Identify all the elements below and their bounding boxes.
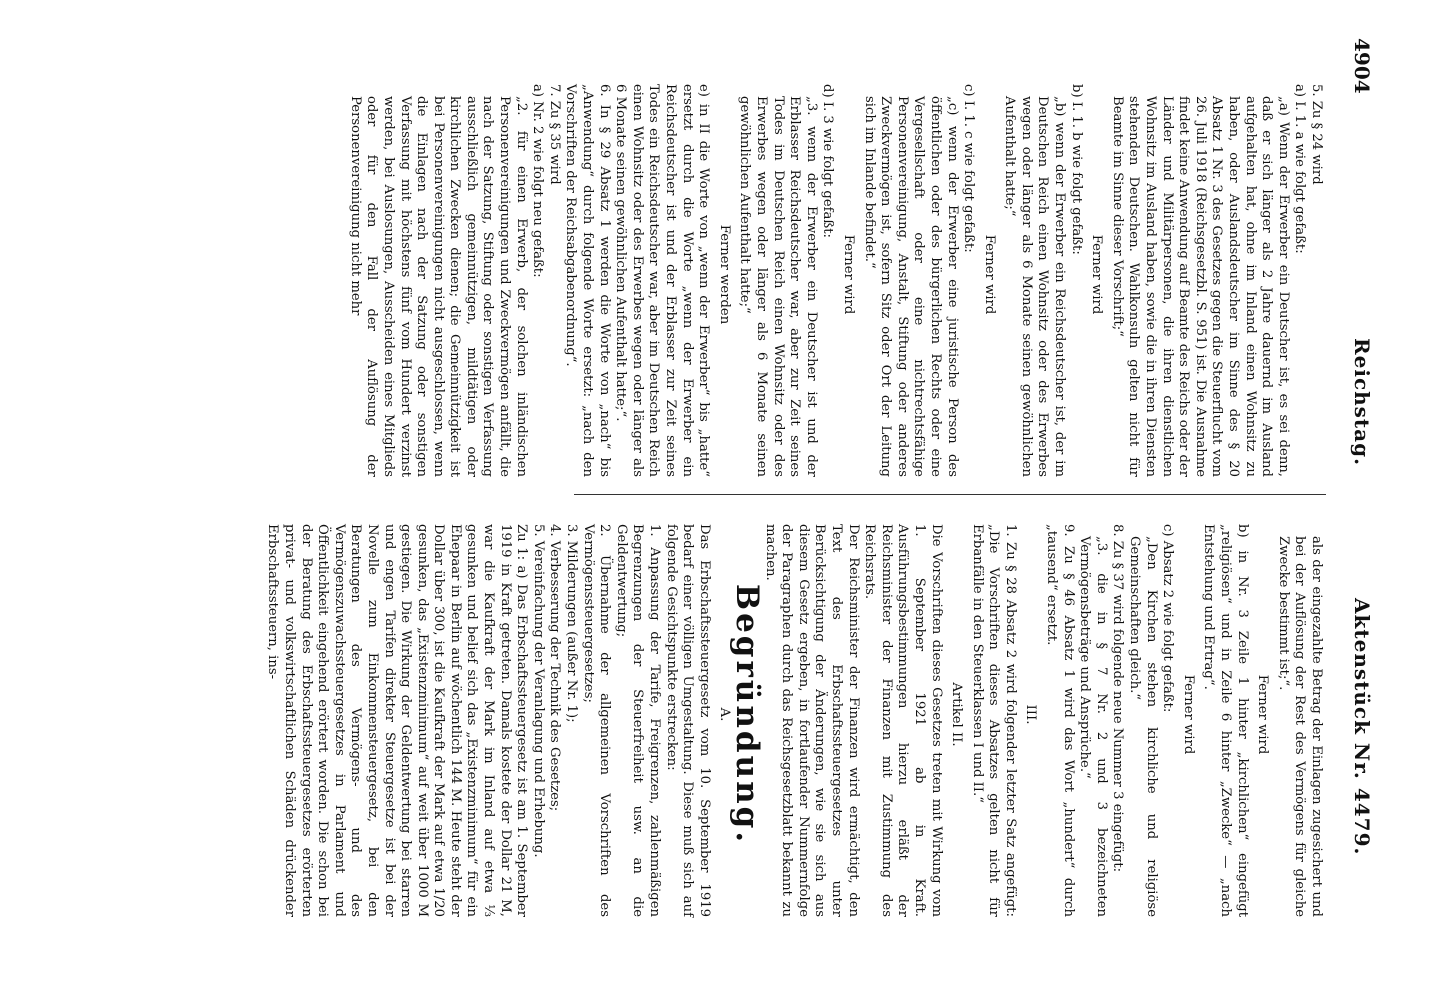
- paragraph: Der Reichsminister der Finanzen wird ermächtigt, den Text des Erbschaftssteuergesetzes unter Berücksichtigung der Änderungen, wie sie sich aus diesem Gesetz ergeben, in fortlaufender Nummernfolge der Paragraphen durch das Reichsgesetzblatt bekannt zu machen.: [762, 524, 861, 917]
- paragraph: „2. für einen Erwerb, der solchen inländischen Personenvereinigungen und Zweckvermögen anfällt, die nach der Satzung, Stiftung oder sonstigen Verfassung ausschließlich gemeinnützigen, mildtätigen oder kirchlichen Zwecken dienen; die Gemeinnützigkeit ist bei Personenvereinigungen nicht ausgeschlossen, wenn die Einlagen nach der Satzung oder sonstigen Verfassung mit höchstens fünf vom Hundert verzinst werden, bei Auslosungen, Ausscheiden eines Mitglieds oder für den Fall der Auflösung der Personenvereinigung nicht mehr: [347, 96, 529, 477]
- paragraph: Die Vorschriften dieses Gesetzes treten mit Wirkung vom 1. September 1921 ab in Kraft. Ausführungsbestimmungen hierzu erläßt der Reichsminister der Finanzen mit Zustimmung des Reichsrats.: [862, 524, 944, 917]
- paragraph: 2. Übernahme der allgemeinen Vorschriften des Vermögenssteuergesetzes;: [580, 524, 613, 917]
- section-heading: Ferner wird: [840, 234, 856, 315]
- header-title: Reichstag.: [1350, 338, 1374, 467]
- section-heading: A.: [717, 707, 733, 722]
- paragraph: 1. Anpassung der Tarife, Freigrenzen, zahlenmäßigen Begrenzungen der Steuerfreiheit usw. an die Geldentwertung;: [613, 524, 663, 917]
- left-column: [346, 72, 1324, 477]
- paragraph: „b) wenn der Erwerber ein Reichsdeutscher ist, der im Deutschen Reich einen Wohnsitz oder des Erwerbes wegen oder länger als 6 Monate seinen gewöhnlichen Aufenthalt hatte;“: [1002, 96, 1068, 477]
- paragraph: als der eingezahlte Betrag der Einlagen zugesichert und bei der Auflösung der Rest des Vermögens für gleiche Zwecke bestimmt ist;“.: [1275, 536, 1324, 917]
- paragraph: Das Erbschaftssteuergesetz vom 10. September 1919 bedarf einer völligen Umgestaltung. Diese muß sich auf folgende Gesichtspunkte erstrecken:: [663, 524, 712, 917]
- paragraph: 9. Zu § 46 Absatz 1 wird das Wort „hundert“ durch „tausend“ ersetzt.: [1044, 524, 1076, 917]
- page-number: 4904: [1350, 38, 1374, 94]
- paragraph: 6. In § 29 Absatz 1 werden die Worte von „nach“ bis „Anwendung“ durch folgende Worte ersetzt: „nach den Vorschriften der Reichsabgabenordnung“.: [563, 84, 612, 477]
- paragraph: „c) wenn der Erwerber eine juristische Person des öffentlichen oder des bürgerlichen Rechts oder eine Vergesellschaft oder eine nichtrechtsfähige Personenvereinigung, Anstalt, Stiftung oder anderes Zweckvermögen ist, sofern Sitz oder Ort der Leitung sich im Inlande befindet.“: [861, 96, 960, 477]
- paragraph: 3. Milderungen (außer Nr. 1);: [564, 524, 580, 723]
- paragraph: b) in Nr. 3 Zeile 1 hinter „kirchlichen“ eingefügt „religiösen“ und in Zeile 6 hinter „Zwecke“ — „nach Entstehung und Ertrag“.: [1201, 524, 1250, 917]
- paragraph: Zu 1: a) Das Erbschaftssteuergesetz ist am 1. September 1919 in Kraft getreten. Damals kostete der Dollar 21 M, war die Kaufkraft der Mark im Inland auf etwa ⅓ gesunken und belief sich das „Existenzminimum“ für ein Ehepaar in Berlin auf wöchentlich 144 M. Heute steht der Dollar über 300, ist die Kaufkraft der Mark auf etwa 1/20 gesunken, das „Existenzminimum“ auf weit über 1000 M gestiegen. Die Wirkung der Geldentwertung bei starren und engen Tarifen direkter Steuergesetze ist bei der Novelle zum Einkommensteuergesetz, bei den Beratungen des Vermögens- und des Vermögenszuwachssteuergesetzes in Parlament und Öffentlichkeit eingehend erörtert worden. Die schon bei der Beratung des Erbschaftssteuergesetzes erörterten privat- und volkswirtschaftlichen Schäden drückender Erbschaftssteuern, ins-: [265, 524, 530, 917]
- paragraph: d) I. 3 wie folgt gefaßt:: [820, 84, 836, 238]
- section-heading: Ferner werden: [716, 224, 732, 325]
- paragraph: c) Absatz 2 wie folgt gefaßt:: [1160, 524, 1176, 713]
- paragraph: 5. Vereinfachung der Veranlagung und Erhebung.: [530, 524, 546, 858]
- section-heading: Ferner wird: [1180, 674, 1196, 755]
- document-reference: Aktenstück Nr. 4479.: [1350, 598, 1374, 856]
- section-heading: Artikel II.: [949, 682, 965, 747]
- section-heading: III.: [1023, 704, 1039, 725]
- paragraph: a) Nr. 2 wie folgt neu gefaßt:: [530, 84, 546, 278]
- paragraph: „a) Wenn der Erwerber ein Deutscher ist, es sei denn, daß er sich länger als 2 Jahre dauernd im Ausland aufgehalten hat, ohne im Inland einen Wohnsitz zu haben, oder Auslandsdeutscher im Sinne des § 20 Absatz 1 Nr. 3 des Gesetzes gegen die Steuerflucht vom 26. Juli 1918 (Reichsgesetzbl. S. 951) ist. Die Ausnahme findet keine Anwendung auf Beamte des Reichs oder der Länder und Militärpersonen, die ihren dienstlichen Wohnsitz im Ausland haben, sowie die in ihren Diensten stehenden Deutschen. Wahlkonsuln gelten nicht für Beamte im Sinne dieser Vorschrift;“: [1109, 96, 1291, 478]
- paragraph: 1. Zu § 28 Absatz 2 wird folgender letzter Satz angefügt: „Die Vorschriften dieses Absatzes gelten nicht für Erbanfälle in den Steuerklassen I und II.“: [969, 524, 1018, 917]
- paragraph: a) I. 1. a wie folgt gefaßt:: [1292, 84, 1308, 254]
- paragraph: 4. Verbesserung der Technik des Gesetzes;: [547, 524, 563, 812]
- paragraph: „Den Kirchen stehen kirchliche und religiöse Gemeinschaften gleich.“: [1127, 536, 1159, 917]
- paragraph: c) I. 1. c wie folgt gefaßt:: [961, 84, 977, 253]
- paragraph: „3. die in § 7 Nr. 2 und 3 bezeichneten Vermögensbeträge und Ansprüche.“: [1077, 536, 1109, 917]
- column-divider: [574, 494, 1326, 495]
- section-heading: Ferner wird: [1089, 234, 1105, 315]
- paragraph: 5. Zu § 24 wird: [1309, 84, 1324, 185]
- paragraph: „3. wenn der Erwerber ein Deutscher ist und der Erblasser Reichsdeutscher war, aber zur Zeit seines Todes im Deutschen Reich einen Wohnsitz oder des Erwerbes wegen oder länger als 6 Monate seinen gewöhnlichen Aufenthalt hatte;“: [737, 96, 819, 477]
- paragraph: 7. Zu § 35 wird: [546, 84, 562, 185]
- right-column: [264, 512, 1324, 917]
- section-title: Begründung.: [729, 583, 765, 846]
- paragraph: e) in II die Worte von „wenn der Erwerber“ bis „hatte“ ersetzt durch die Worte „wenn der Erwerber ein Reichsdeutscher ist und der Erblasser zur Zeit seines Todes ein Reichsdeutscher war, aber im Deutschen Reich einen Wohnsitz oder des Erwerbes wegen oder länger als 6 Monate seinen gewöhnlichen Aufenthalt hatte;“.: [613, 84, 712, 477]
- paragraph: b) I. 1. b wie folgt gefaßt:: [1068, 84, 1084, 255]
- page-header: [1334, 38, 1374, 978]
- paragraph: 8. Zu § 37 wird folgende neue Nummer 3 eingefügt:: [1110, 524, 1126, 873]
- section-heading: Ferner wird: [1255, 674, 1271, 755]
- section-heading: Ferner wird: [981, 234, 997, 315]
